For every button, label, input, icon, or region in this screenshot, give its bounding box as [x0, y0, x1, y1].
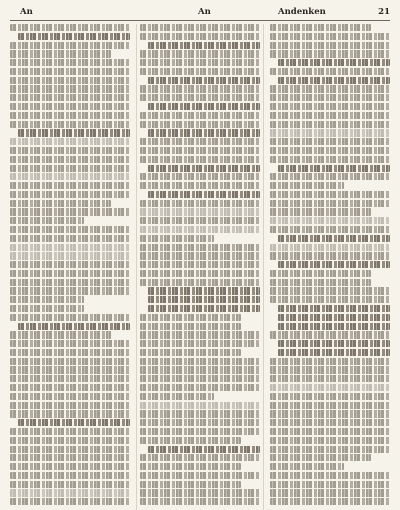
- text-line: [278, 77, 390, 84]
- text-line: [140, 208, 260, 215]
- text-line: [10, 375, 130, 382]
- text-line: [18, 323, 130, 330]
- text-line: [278, 349, 390, 356]
- text-line: [278, 323, 390, 330]
- text-line: [148, 165, 260, 172]
- text-line: [140, 454, 260, 461]
- text-line: [10, 252, 130, 259]
- text-line: [10, 121, 130, 128]
- text-line: [18, 129, 130, 136]
- text-line: [270, 463, 344, 470]
- text-line: [10, 366, 130, 373]
- text-line: [140, 437, 241, 444]
- text-line: [270, 85, 390, 92]
- text-line: [148, 77, 260, 84]
- text-line: [140, 33, 260, 40]
- text-line: [10, 498, 130, 505]
- text-line: [10, 489, 130, 496]
- text-line: [140, 173, 260, 180]
- text-line: [148, 287, 260, 294]
- text-line: [270, 244, 390, 251]
- text-line: [278, 235, 390, 242]
- text-line: [270, 481, 390, 488]
- text-column-middle: [136, 24, 264, 510]
- text-line: [270, 182, 344, 189]
- text-line: [140, 402, 260, 409]
- text-line: [10, 24, 130, 31]
- text-line: [270, 410, 390, 417]
- text-line: [278, 314, 390, 321]
- text-line: [10, 103, 130, 110]
- page-header: [10, 6, 390, 21]
- text-line: [10, 481, 130, 488]
- text-line: [140, 24, 260, 31]
- text-line: [10, 200, 111, 207]
- text-line: [278, 59, 390, 66]
- text-line: [270, 428, 390, 435]
- text-line: [10, 244, 130, 251]
- text-line: [10, 226, 130, 233]
- text-line: [270, 489, 390, 496]
- text-line: [140, 472, 260, 479]
- right-catchword: Andenken: [278, 7, 326, 17]
- text-line: [10, 85, 130, 92]
- text-line: [140, 182, 260, 189]
- text-line: [278, 165, 390, 172]
- text-line: [10, 147, 130, 154]
- text-column-left: [10, 24, 130, 510]
- text-line: [10, 217, 84, 224]
- text-line: [140, 226, 260, 233]
- text-line: [270, 384, 390, 391]
- text-line: [270, 287, 390, 294]
- middle-catchword: An: [198, 7, 211, 17]
- text-line: [148, 305, 260, 312]
- text-line: [148, 129, 260, 136]
- text-line: [140, 261, 260, 268]
- text-line: [270, 454, 371, 461]
- text-line: [10, 235, 130, 242]
- text-line: [140, 147, 260, 154]
- text-line: [10, 358, 130, 365]
- text-line: [270, 217, 390, 224]
- text-line: [10, 463, 130, 470]
- text-line: [140, 481, 241, 488]
- text-line: [10, 138, 130, 145]
- text-column-right: [270, 24, 390, 510]
- text-line: [10, 68, 130, 75]
- text-line: [270, 191, 390, 198]
- text-line: [10, 446, 130, 453]
- text-line: [10, 182, 130, 189]
- text-line: [10, 50, 111, 57]
- text-line: [270, 50, 390, 57]
- text-line: [270, 33, 390, 40]
- text-line: [140, 410, 260, 417]
- text-line: [140, 68, 260, 75]
- text-line: [278, 261, 390, 268]
- text-line: [270, 252, 390, 259]
- text-line: [140, 498, 260, 505]
- text-line: [10, 296, 84, 303]
- text-line: [270, 472, 390, 479]
- text-line: [140, 121, 260, 128]
- left-catchword: An: [20, 7, 33, 17]
- text-line: [10, 173, 130, 180]
- text-line: [140, 340, 260, 347]
- text-line: [270, 393, 390, 400]
- text-line: [270, 103, 390, 110]
- text-line: [18, 419, 130, 426]
- text-line: [10, 410, 130, 417]
- text-line: [270, 200, 390, 207]
- text-line: [140, 252, 260, 259]
- text-line: [140, 366, 260, 373]
- text-line: [140, 375, 260, 382]
- text-line: [270, 446, 390, 453]
- text-line: [10, 437, 130, 444]
- text-line: [270, 156, 390, 163]
- text-line: [10, 428, 130, 435]
- text-line: [148, 191, 260, 198]
- text-line: [10, 314, 130, 321]
- text-line: [10, 94, 130, 101]
- text-line: [270, 498, 390, 505]
- text-line: [140, 393, 214, 400]
- text-line: [10, 59, 130, 66]
- text-line: [140, 279, 260, 286]
- text-line: [10, 287, 130, 294]
- text-line: [270, 129, 390, 136]
- text-line: [270, 375, 390, 382]
- text-line: [270, 68, 390, 75]
- text-line: [140, 323, 241, 330]
- text-line: [278, 305, 390, 312]
- text-line: [140, 463, 241, 470]
- text-line: [278, 340, 390, 347]
- text-line: [270, 147, 390, 154]
- text-line: [10, 42, 130, 49]
- text-line: [140, 331, 260, 338]
- text-line: [270, 42, 390, 49]
- text-line: [10, 305, 84, 312]
- text-line: [140, 270, 260, 277]
- text-line: [270, 419, 390, 426]
- text-line: [140, 349, 241, 356]
- text-line: [140, 112, 260, 119]
- text-line: [140, 85, 260, 92]
- text-line: [140, 428, 260, 435]
- text-line: [140, 156, 260, 163]
- text-line: [270, 173, 390, 180]
- text-line: [10, 156, 130, 163]
- text-line: [140, 138, 260, 145]
- text-line: [140, 59, 260, 66]
- text-line: [10, 208, 130, 215]
- text-line: [148, 103, 260, 110]
- text-line: [18, 33, 130, 40]
- text-line: [140, 235, 214, 242]
- text-line: [140, 50, 260, 57]
- text-line: [10, 270, 130, 277]
- text-line: [140, 200, 260, 207]
- text-line: [10, 472, 130, 479]
- text-line: [140, 314, 241, 321]
- text-line: [10, 384, 130, 391]
- text-line: [270, 331, 390, 338]
- text-line: [10, 393, 130, 400]
- text-line: [270, 279, 371, 286]
- text-line: [10, 279, 130, 286]
- text-line: [270, 226, 390, 233]
- text-line: [10, 112, 130, 119]
- text-line: [140, 94, 260, 101]
- text-line: [148, 42, 260, 49]
- text-line: [140, 244, 260, 251]
- text-line: [270, 24, 371, 31]
- text-line: [140, 419, 260, 426]
- text-line: [10, 165, 130, 172]
- text-line: [270, 112, 390, 119]
- text-line: [270, 402, 390, 409]
- text-line: [10, 454, 130, 461]
- text-line: [140, 217, 260, 224]
- text-line: [148, 296, 260, 303]
- text-columns: [10, 24, 390, 510]
- text-line: [140, 358, 260, 365]
- text-line: [10, 261, 130, 268]
- text-line: [270, 366, 390, 373]
- text-line: [148, 446, 260, 453]
- text-line: [10, 191, 130, 198]
- page-number: 21: [378, 7, 390, 17]
- text-line: [270, 138, 390, 145]
- text-line: [10, 402, 130, 409]
- text-line: [10, 77, 130, 84]
- text-line: [270, 358, 390, 365]
- text-line: [10, 331, 111, 338]
- text-line: [140, 489, 260, 496]
- text-line: [140, 384, 260, 391]
- text-line: [10, 340, 130, 347]
- text-line: [270, 437, 390, 444]
- text-line: [270, 270, 371, 277]
- text-line: [270, 121, 390, 128]
- text-line: [270, 296, 390, 303]
- text-line: [10, 349, 130, 356]
- text-line: [270, 94, 390, 101]
- text-line: [270, 208, 371, 215]
